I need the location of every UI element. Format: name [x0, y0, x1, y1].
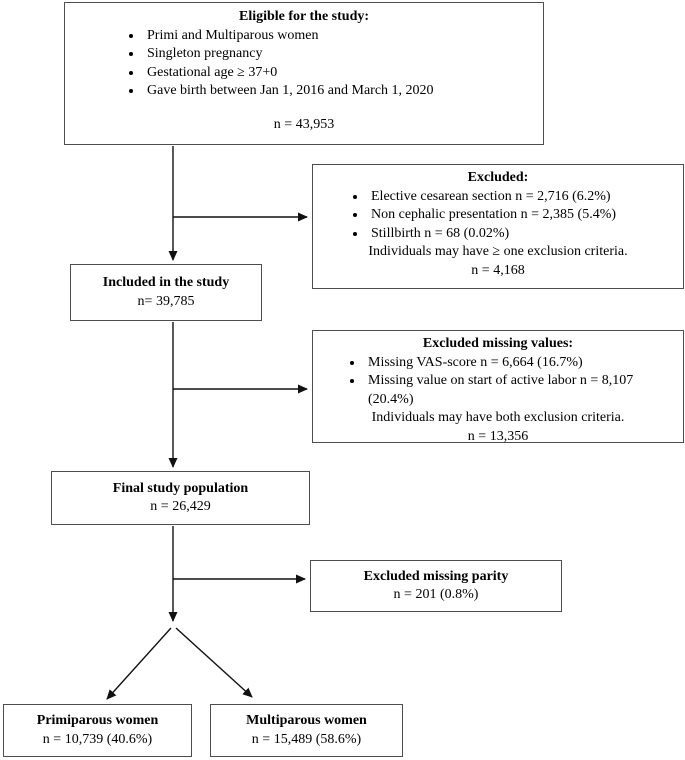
final-population-title: Final study population	[112, 480, 249, 496]
multiparous-n-count: n = 15,489 (58.6%)	[251, 731, 362, 747]
primiparous-title: Primiparous women	[36, 713, 159, 728]
excluded-missing-values-bullet-1: • Missing VAS-score n = 6,664 (16.7%)	[364, 354, 679, 373]
excluded-missing-parity-box	[310, 560, 562, 612]
excluded-note: Individuals may have ≥ one exclusion criteria.	[368, 244, 628, 259]
eligible-bullet-list	[65, 27, 543, 101]
eligible-bullet-1: • Primi and Multiparous women	[143, 27, 535, 46]
eligible-title: Eligible for the study:	[238, 9, 370, 24]
primiparous-n-count: n = 10,739 (40.6%)	[42, 731, 153, 747]
excluded-n-count: n = 4,168	[471, 262, 525, 278]
excluded-missing-values-bullet-2: • Missing value on start of active labor n = 8,107 (20.4%)	[364, 372, 679, 409]
eligible-bullet-4: • Gave birth between Jan 1, 2016 and March 1, 2020	[143, 82, 535, 101]
included-title: Included in the study	[102, 275, 230, 290]
arrow-fan-to-primiparous	[107, 628, 171, 699]
excluded-missing-values-title: Excluded missing values:	[422, 336, 574, 351]
excluded-missing-parity-n-count: n = 201 (0.8%)	[393, 587, 479, 602]
excluded-bullet-3: • Stillbirth n = 68 (0.02%)	[367, 225, 675, 244]
eligible-bullet-3: • Gestational age ≥ 37+0	[143, 64, 535, 83]
excluded-box	[312, 164, 684, 289]
final-population-box	[51, 471, 310, 525]
multiparous-box	[210, 704, 403, 757]
eligible-n-count: n = 43,953	[273, 116, 335, 132]
final-population-n-count: n = 26,429	[150, 499, 211, 514]
excluded-missing-values-box	[312, 330, 684, 443]
excluded-missing-values-note: Individuals may have both exclusion criteria.	[371, 410, 625, 425]
included-n-count: n= 39,785	[137, 293, 195, 309]
arrow-fan-to-multiparous	[176, 628, 252, 697]
excluded-bullet-1: • Elective cesarean section n = 2,716 (6.2%)	[367, 188, 675, 207]
included-box	[70, 264, 262, 321]
excluded-missing-values-n-count: n = 13,356	[467, 428, 529, 444]
multiparous-title: Multiparous women	[246, 713, 367, 728]
excluded-bullet-2: • Non cephalic presentation n = 2,385 (5.4%)	[367, 206, 675, 225]
excluded-missing-values-bullet-list	[313, 354, 683, 410]
eligible-box	[64, 2, 544, 145]
excluded-title: Excluded:	[467, 170, 529, 185]
eligible-bullet-2: • Singleton pregnancy	[143, 45, 535, 64]
excluded-bullet-list	[313, 188, 683, 244]
primiparous-box	[3, 704, 192, 757]
excluded-missing-parity-title: Excluded missing parity	[363, 568, 509, 584]
